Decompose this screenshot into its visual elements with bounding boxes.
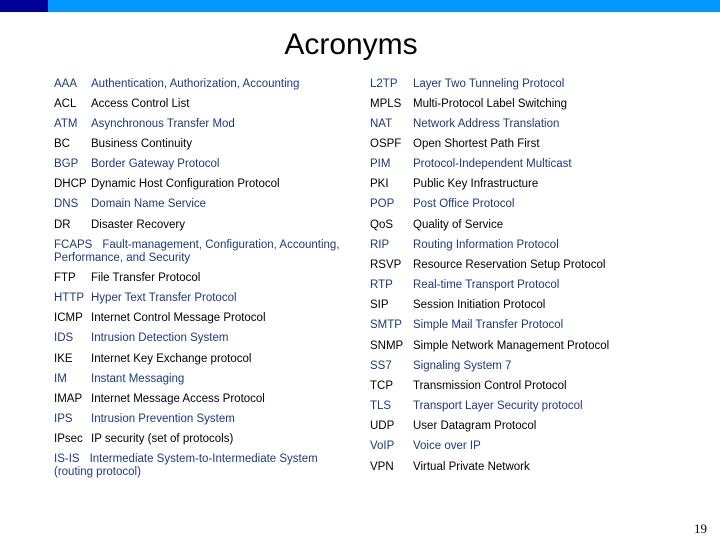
acronym-abbr: IS-IS — [54, 453, 80, 465]
acronym-definition: Intermediate System-to-Intermediate System (routing protocol) — [54, 453, 318, 478]
acronym-definition: Internet Message Access Protocol — [91, 393, 265, 405]
acronym-definition: Simple Network Management Protocol — [413, 340, 610, 352]
acronym-row — [370, 158, 700, 172]
acronym-definition: Resource Reservation Setup Protocol — [413, 259, 606, 271]
acronym-definition: Intrusion Prevention System — [91, 413, 235, 425]
acronym-abbr-and-definition — [54, 453, 318, 478]
acronym-definition: Voice over IP — [413, 440, 481, 452]
acronym-abbr: BC — [54, 138, 70, 150]
acronym-row — [54, 158, 354, 172]
acronym-row — [370, 259, 700, 273]
acronym-row — [370, 360, 700, 374]
acronym-definition: Disaster Recovery — [91, 219, 185, 231]
acronym-abbr: SNMP — [370, 340, 404, 352]
acronym-definition: Fault-management, Configuration, Accounting, Performance, and Security — [54, 239, 340, 264]
acronym-row — [54, 373, 354, 387]
acronym-definition: Post Office Protocol — [413, 198, 515, 210]
acronym-abbr: VPN — [370, 461, 394, 473]
acronym-abbr: IKE — [54, 353, 73, 365]
acronym-row — [54, 219, 354, 233]
acronym-row — [370, 98, 700, 112]
acronym-row — [54, 272, 354, 286]
acronym-row — [54, 453, 354, 479]
acronym-abbr: IMAP — [54, 393, 83, 405]
acronym-definition: Asynchronous Transfer Mod — [91, 118, 235, 130]
acronym-row — [370, 299, 700, 313]
acronym-abbr: UDP — [370, 420, 395, 432]
acronym-definition: Border Gateway Protocol — [91, 158, 220, 170]
acronym-row — [54, 138, 354, 152]
page-number: 19 — [694, 521, 707, 536]
acronym-abbr: SMTP — [370, 319, 402, 331]
acronym-abbr: FCAPS — [54, 239, 93, 251]
header-bar-dark — [0, 0, 48, 12]
acronym-row — [370, 420, 700, 434]
acronym-abbr: PIM — [370, 158, 391, 170]
acronym-definition: Internet Control Message Protocol — [91, 312, 266, 324]
acronym-definition: Access Control List — [91, 98, 190, 110]
acronym-definition: Routing Information Protocol — [413, 239, 559, 251]
acronym-row — [370, 400, 700, 414]
acronym-row — [370, 219, 700, 233]
acronym-definition: Instant Messaging — [91, 373, 185, 385]
acronym-abbr: TCP — [370, 380, 393, 392]
acronym-row — [54, 312, 354, 326]
acronym-definition: Multi-Protocol Label Switching — [413, 98, 568, 110]
acronym-definition: Open Shortest Path First — [413, 138, 540, 150]
acronym-definition: Network Address Translation — [413, 118, 560, 130]
acronym-abbr: SS7 — [370, 360, 392, 372]
acronym-row — [370, 440, 700, 454]
acronym-row — [370, 198, 700, 212]
acronym-definition: Hyper Text Transfer Protocol — [91, 292, 237, 304]
acronym-abbr: FTP — [54, 272, 76, 284]
acronym-definition: Real-time Transport Protocol — [413, 279, 560, 291]
acronym-abbr: BGP — [54, 158, 79, 170]
acronym-definition: Transport Layer Security protocol — [413, 400, 583, 412]
acronym-row — [54, 118, 354, 132]
acronym-abbr-and-definition — [54, 239, 340, 264]
acronym-row — [370, 138, 700, 152]
acronym-row — [370, 319, 700, 333]
acronym-row — [54, 178, 354, 192]
acronym-row — [54, 353, 354, 367]
acronym-abbr: SIP — [370, 299, 389, 311]
acronym-abbr: QoS — [370, 219, 394, 231]
acronym-abbr: ICMP — [54, 312, 83, 324]
acronym-definition: Signaling System 7 — [413, 360, 512, 372]
acronym-abbr: VoIP — [370, 440, 395, 452]
acronym-abbr: RSVP — [370, 259, 402, 271]
acronym-definition: Quality of Service — [413, 219, 504, 231]
acronym-row — [54, 413, 354, 427]
acronym-row — [370, 461, 700, 475]
acronym-definition: Domain Name Service — [91, 198, 207, 210]
acronym-row — [54, 239, 354, 265]
acronym-abbr: OSPF — [370, 138, 402, 150]
acronym-abbr: TLS — [370, 400, 392, 412]
acronym-abbr: PKI — [370, 178, 389, 190]
acronym-definition: Virtual Private Network — [413, 461, 530, 473]
acronym-definition: IP security (set of protocols) — [91, 433, 234, 445]
acronym-abbr: AAA — [54, 78, 78, 90]
acronym-definition: Protocol-Independent Multicast — [413, 158, 572, 170]
acronym-row — [54, 98, 354, 112]
acronym-row — [370, 279, 700, 293]
acronym-abbr: IM — [54, 373, 67, 385]
acronym-abbr: NAT — [370, 118, 393, 130]
acronym-abbr: RTP — [370, 279, 393, 291]
header-bar-light — [48, 0, 720, 12]
acronym-row — [54, 433, 354, 447]
acronym-abbr: IDS — [54, 332, 74, 344]
acronym-abbr: DHCP — [54, 178, 87, 190]
acronym-definition: Session Initiation Protocol — [413, 299, 546, 311]
acronym-definition: Authentication, Authorization, Accounting — [91, 78, 300, 90]
acronym-abbr: DNS — [54, 198, 79, 210]
acronym-row — [370, 78, 700, 92]
acronym-definition: Simple Mail Transfer Protocol — [413, 319, 564, 331]
acronym-abbr: ACL — [54, 98, 77, 110]
acronym-abbr: DR — [54, 219, 71, 231]
acronym-row — [54, 292, 354, 306]
acronym-abbr: ATM — [54, 118, 78, 130]
acronym-definition: Transmission Control Protocol — [413, 380, 567, 392]
acronym-row — [370, 380, 700, 394]
acronym-row — [370, 340, 700, 354]
acronym-row — [370, 118, 700, 132]
acronym-abbr: RIP — [370, 239, 390, 251]
acronym-abbr: HTTP — [54, 292, 85, 304]
acronym-row — [370, 178, 700, 192]
acronym-abbr: MPLS — [370, 98, 402, 110]
acronym-definition: Internet Key Exchange protocol — [91, 353, 252, 365]
acronym-row — [54, 332, 354, 346]
acronym-abbr: POP — [370, 198, 395, 210]
acronym-definition: File Transfer Protocol — [91, 272, 201, 284]
slide-title: Acronyms — [284, 28, 418, 61]
acronym-abbr: IPsec — [54, 433, 83, 445]
acronym-definition: User Datagram Protocol — [413, 420, 537, 432]
acronym-abbr: IPS — [54, 413, 73, 425]
acronym-row — [54, 78, 354, 92]
acronym-row — [54, 393, 354, 407]
acronym-definition: Intrusion Detection System — [91, 332, 229, 344]
acronym-row — [54, 198, 354, 212]
acronym-definition: Business Continuity — [91, 138, 192, 150]
acronym-row — [370, 239, 700, 253]
acronym-abbr: L2TP — [370, 78, 398, 90]
acronym-definition: Layer Two Tunneling Protocol — [413, 78, 565, 90]
acronym-definition: Dynamic Host Configuration Protocol — [91, 178, 280, 190]
acronym-definition: Public Key Infrastructure — [413, 178, 539, 190]
